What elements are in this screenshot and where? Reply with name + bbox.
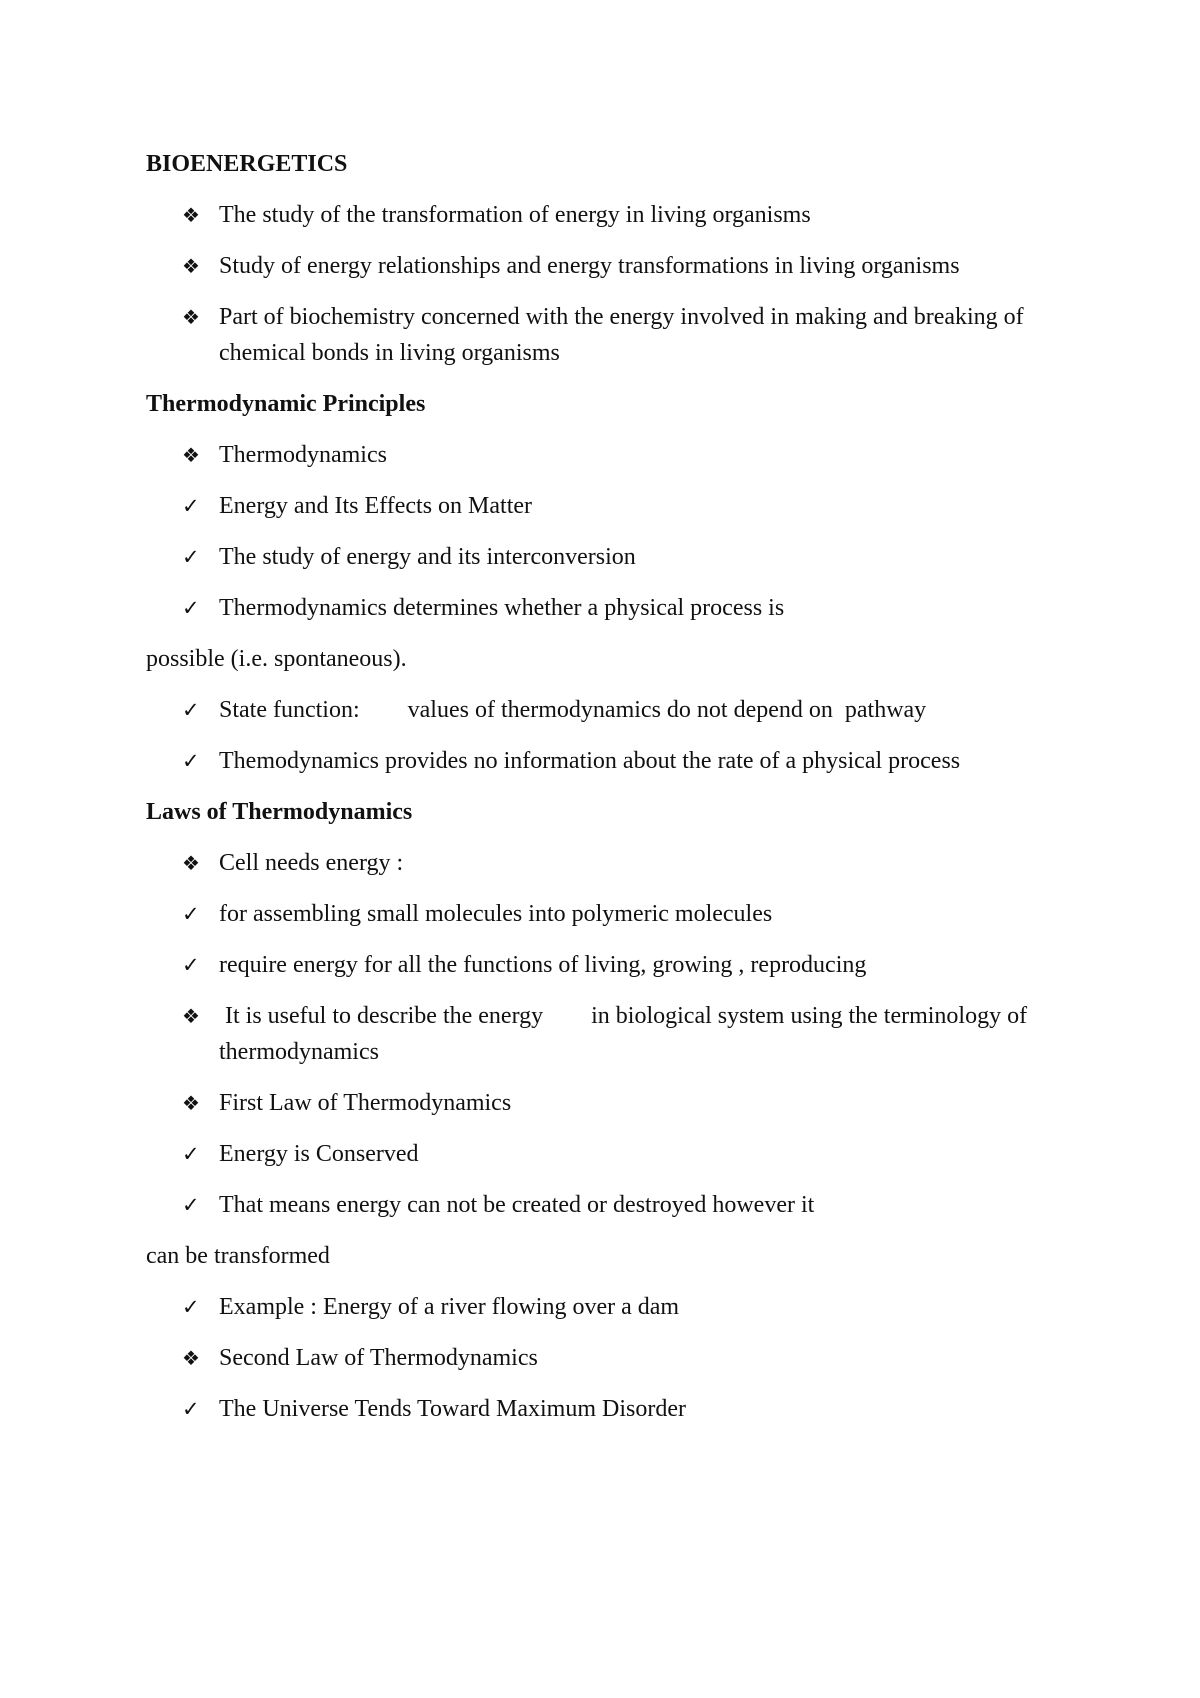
list-item: [146, 1340, 1066, 1376]
list-item: [146, 1289, 1066, 1325]
checkmark-icon: ✓: [182, 494, 200, 518]
list-item-text: First Law of Thermodynamics: [219, 1090, 512, 1116]
list-item-text: require energy for all the functions of living, growing , reproducing: [219, 952, 867, 978]
paragraph-continuation: can be transformed: [146, 1243, 330, 1269]
list-item-text: Energy and Its Effects on Matter: [219, 493, 533, 519]
list-item-text: Part of biochemistry concerned with the energy involved in making and breaking of chemical bonds in living organisms: [219, 304, 1024, 366]
list-item: [146, 437, 1066, 473]
list-item: [146, 896, 1066, 932]
list-item: [146, 590, 1066, 626]
list-item-text: Thermodynamics determines whether a physical process is: [219, 595, 785, 621]
list-item-text: Study of energy relationships and energy transformations in living organisms: [219, 253, 960, 279]
diamond-bullet-icon: ❖: [182, 1004, 200, 1028]
list-item: [146, 1136, 1066, 1172]
diamond-bullet-icon: ❖: [182, 1091, 200, 1115]
list-item-text: The study of energy and its interconversion: [219, 544, 636, 570]
list-item: [146, 299, 1066, 371]
list-item: [146, 692, 1066, 728]
checkmark-icon: ✓: [182, 545, 200, 569]
list-item-text: Thermodynamics: [219, 442, 387, 468]
heading-thermodynamic-principles: Thermodynamic Principles: [146, 391, 426, 417]
checkmark-icon: ✓: [182, 902, 200, 926]
checkmark-icon: ✓: [182, 1193, 200, 1217]
list-item: [146, 1085, 1066, 1121]
list-item-text: Cell needs energy :: [219, 850, 404, 876]
list-item: [146, 1391, 1066, 1427]
list-item: [146, 248, 1066, 284]
list-item: [146, 197, 1066, 233]
list-item: [146, 1187, 1066, 1223]
list-item-text: Themodynamics provides no information about the rate of a physical process: [219, 748, 961, 774]
checkmark-icon: ✓: [182, 1142, 200, 1166]
diamond-bullet-icon: ❖: [182, 851, 200, 875]
list-item-text: Energy is Conserved: [219, 1141, 419, 1167]
list-item: [146, 539, 1066, 575]
list-item-text: Second Law of Thermodynamics: [219, 1345, 538, 1371]
diamond-bullet-icon: ❖: [182, 203, 200, 227]
list-item-text: for assembling small molecules into polymeric molecules: [219, 901, 773, 927]
list-item: [146, 998, 1066, 1070]
list-item: [146, 845, 1066, 881]
diamond-bullet-icon: ❖: [182, 305, 200, 329]
diamond-bullet-icon: ❖: [182, 443, 200, 467]
heading-laws-of-thermodynamics: Laws of Thermodynamics: [146, 799, 413, 825]
paragraph-continuation: possible (i.e. spontaneous).: [146, 646, 407, 672]
checkmark-icon: ✓: [182, 596, 200, 620]
list-item: [146, 743, 1066, 779]
checkmark-icon: ✓: [182, 698, 200, 722]
list-item-text: That means energy can not be created or destroyed however it: [219, 1192, 815, 1218]
list-item-text: Example : Energy of a river flowing over a dam: [219, 1294, 680, 1320]
document-body: [146, 146, 1066, 1442]
checkmark-icon: ✓: [182, 1397, 200, 1421]
list-item: [146, 947, 1066, 983]
checkmark-icon: ✓: [182, 1295, 200, 1319]
list-item-text: State function: values of thermodynamics do not depend on pathway: [219, 697, 927, 723]
checkmark-icon: ✓: [182, 953, 200, 977]
heading-bioenergetics: BIOENERGETICS: [146, 151, 348, 177]
diamond-bullet-icon: ❖: [182, 254, 200, 278]
list-item-text: The Universe Tends Toward Maximum Disorder: [219, 1396, 686, 1422]
checkmark-icon: ✓: [182, 749, 200, 773]
list-item-text: It is useful to describe the energy in biological system using the terminology of thermodynamics: [219, 1003, 1034, 1065]
list-item: [146, 488, 1066, 524]
list-item-text: The study of the transformation of energy in living organisms: [219, 202, 811, 228]
diamond-bullet-icon: ❖: [182, 1346, 200, 1370]
